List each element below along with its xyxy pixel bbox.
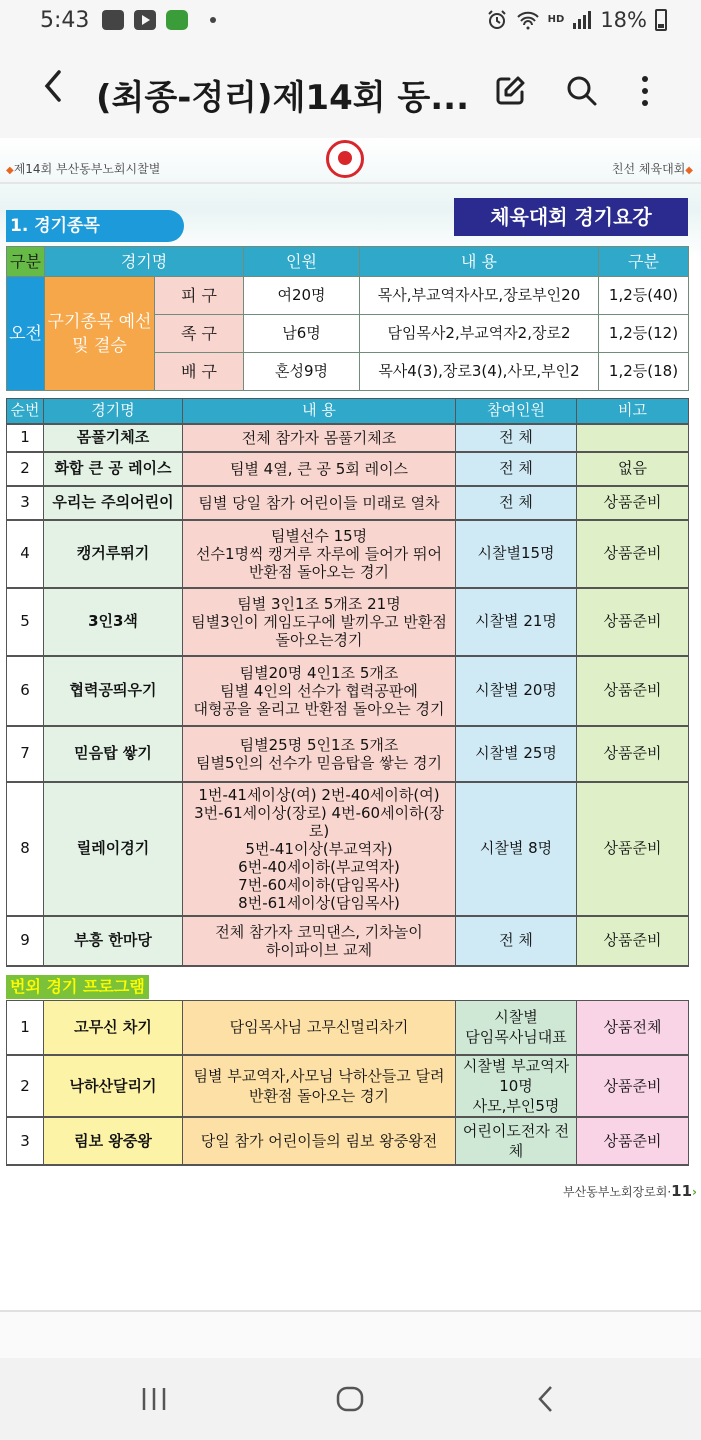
section-title: 1. 경기종목 bbox=[6, 210, 184, 242]
chevron-left-icon bbox=[39, 66, 69, 106]
page-number: 11 bbox=[671, 1182, 693, 1200]
category-cell: 구기종목 예선 및 결승 bbox=[45, 277, 155, 391]
event-content-line: 하이파이브 교제 bbox=[265, 940, 373, 959]
participants-line: 시찰별 20명 bbox=[475, 681, 557, 699]
column-header: 순번 bbox=[7, 399, 44, 424]
header-divider bbox=[0, 182, 701, 184]
event-content-line: 7번-60세이하(담임목사) bbox=[238, 875, 400, 894]
people-cell: 남6명 bbox=[244, 315, 360, 353]
event-name: 몸풀기체조 bbox=[44, 424, 183, 452]
remark: 상품준비 bbox=[577, 1117, 689, 1165]
table-row bbox=[7, 782, 689, 916]
event-content bbox=[183, 1117, 456, 1165]
event-content-line: 전체 참가자 코믹댄스, 기차놀이 bbox=[215, 922, 423, 941]
column-header: 내 용 bbox=[183, 399, 456, 424]
event-content bbox=[183, 424, 456, 452]
document-page[interactable] bbox=[0, 138, 701, 1310]
recent-apps-icon bbox=[140, 1386, 168, 1412]
event-content bbox=[183, 452, 456, 486]
event-content-line: 8번-61세이상(담임목사) bbox=[238, 893, 400, 912]
search-button[interactable] bbox=[559, 68, 605, 114]
participants-line: 전 체 bbox=[499, 493, 533, 511]
table-row bbox=[7, 486, 689, 520]
edit-button[interactable] bbox=[487, 68, 533, 114]
page-header-left: ◆제14회 부산동부노회시찰별 bbox=[6, 162, 161, 176]
page-footer: 부산동부노회장로회·11› bbox=[563, 1182, 697, 1200]
grade-cell: 1,2등(18) bbox=[599, 353, 689, 391]
participants bbox=[456, 1055, 577, 1117]
event-content bbox=[183, 782, 456, 916]
event-content bbox=[183, 486, 456, 520]
event-content bbox=[183, 656, 456, 726]
column-header: 경기명 bbox=[44, 399, 183, 424]
extra-events-table bbox=[6, 1000, 689, 1166]
navigation-bar bbox=[0, 1358, 701, 1440]
event-content bbox=[183, 916, 456, 966]
column-header: 내 용 bbox=[360, 247, 599, 277]
event-content-line: 6번-40세이하(부교역자) bbox=[238, 857, 400, 876]
event-content-line: 선수1명씩 캥거루 자루에 들어가 뛰어 bbox=[196, 544, 442, 563]
back-button[interactable] bbox=[30, 66, 78, 114]
event-name: 믿음탑 쌓기 bbox=[44, 726, 183, 782]
table-row bbox=[7, 1001, 689, 1055]
participants bbox=[456, 486, 577, 520]
church-logo bbox=[326, 140, 364, 178]
row-number: 8 bbox=[7, 782, 44, 916]
participants-line: 전 체 bbox=[499, 428, 533, 446]
home-button[interactable] bbox=[320, 1378, 380, 1420]
grade-cell: 1,2등(12) bbox=[599, 315, 689, 353]
row-number: 1 bbox=[7, 424, 44, 452]
remark: 상품준비 bbox=[577, 588, 689, 656]
wifi-icon bbox=[516, 10, 540, 30]
gallery-icon bbox=[102, 10, 124, 30]
sport-name: 피 구 bbox=[155, 277, 244, 315]
ball-games-table bbox=[6, 246, 689, 391]
event-content bbox=[183, 726, 456, 782]
participants bbox=[456, 588, 577, 656]
table-row bbox=[7, 656, 689, 726]
participants bbox=[456, 1001, 577, 1055]
system-back-button[interactable] bbox=[516, 1378, 576, 1420]
participants bbox=[456, 452, 577, 486]
row-number: 5 bbox=[7, 588, 44, 656]
column-header: 인원 bbox=[244, 247, 360, 277]
remark: 상품준비 bbox=[577, 486, 689, 520]
document-title: (최종-정리)제14회 동... bbox=[96, 78, 469, 118]
notification-icons bbox=[102, 10, 216, 30]
recent-apps-button[interactable] bbox=[124, 1378, 184, 1420]
event-content-line: 팀별25명 5인1조 5개조 bbox=[239, 735, 399, 754]
column-header: 비고 bbox=[577, 399, 689, 424]
remark: 상품준비 bbox=[577, 656, 689, 726]
event-content-line: 팀별20명 4인1조 5개조 bbox=[239, 663, 399, 682]
event-content-line: 반환점 돌아오는 경기 bbox=[249, 562, 389, 581]
column-header: 구분 bbox=[599, 247, 689, 277]
column-header: 구분 bbox=[7, 247, 45, 277]
event-name: 우리는 주의어린이 bbox=[44, 486, 183, 520]
event-name: 림보 왕중왕 bbox=[44, 1117, 183, 1165]
event-content-line: 1번-41세이상(여) 2번-40세이하(여) bbox=[198, 785, 440, 804]
sport-name: 족 구 bbox=[155, 315, 244, 353]
row-number: 1 bbox=[7, 1001, 44, 1055]
participants-line: 전 체 bbox=[499, 931, 533, 949]
event-content-line: 전체 참가자 몸풀기체조 bbox=[241, 428, 397, 447]
event-content-line: 팀별 4열, 큰 공 5회 레이스 bbox=[229, 459, 409, 478]
event-content bbox=[183, 1055, 456, 1117]
back-arrow-icon bbox=[536, 1384, 556, 1414]
row-number: 9 bbox=[7, 916, 44, 966]
event-name: 화합 큰 공 레이스 bbox=[44, 452, 183, 486]
remark: 상품준비 bbox=[577, 916, 689, 966]
event-content-line: 팀별 3인1조 5개조 21명 bbox=[237, 594, 401, 613]
row-number: 3 bbox=[7, 1117, 44, 1165]
table-row bbox=[7, 1055, 689, 1117]
participants bbox=[456, 726, 577, 782]
event-content-line: 팀별3인이 게임도구에 발끼우고 반환점 bbox=[191, 612, 447, 631]
event-content-line: 5번-41이상(부교역자) bbox=[245, 839, 393, 858]
system-icons bbox=[486, 8, 667, 32]
people-cell: 여20명 bbox=[244, 277, 360, 315]
row-number: 3 bbox=[7, 486, 44, 520]
participants bbox=[456, 656, 577, 726]
remark: 없음 bbox=[577, 452, 689, 486]
participants-line: 사모,부인5명 bbox=[472, 1096, 560, 1115]
event-content-line: 팀별 당일 참가 어린이들 미래로 열차 bbox=[198, 493, 440, 512]
participants bbox=[456, 424, 577, 452]
battery-icon bbox=[655, 9, 667, 31]
participants bbox=[456, 782, 577, 916]
participants bbox=[456, 1117, 577, 1165]
remark: 상품전체 bbox=[577, 1001, 689, 1055]
event-content bbox=[183, 588, 456, 656]
more-options-button[interactable] bbox=[622, 68, 668, 114]
search-icon bbox=[566, 75, 598, 107]
participants-line: 시찰별15명 bbox=[477, 544, 555, 562]
alarm-icon bbox=[486, 9, 508, 31]
remark: 상품준비 bbox=[577, 726, 689, 782]
edit-icon bbox=[493, 74, 527, 108]
more-notifications-dot bbox=[210, 17, 216, 23]
event-name: 고무신 차기 bbox=[44, 1001, 183, 1055]
grade-cell: 1,2등(40) bbox=[599, 277, 689, 315]
event-content-line: 담임목사님 고무신멀리차기 bbox=[229, 1018, 409, 1037]
table-row bbox=[7, 726, 689, 782]
event-content bbox=[183, 1001, 456, 1055]
column-header: 경기명 bbox=[45, 247, 244, 277]
event-content-line: 반환점 돌아오는 경기 bbox=[249, 1086, 389, 1105]
table-row bbox=[7, 452, 689, 486]
sport-name: 배 구 bbox=[155, 353, 244, 391]
event-content-line: 3번-61세이상(장로) 4번-60세이하(장로) bbox=[194, 803, 444, 840]
table-row bbox=[7, 588, 689, 656]
table-row bbox=[7, 916, 689, 966]
participants-line: 어린이도전자 전체 bbox=[462, 1121, 570, 1160]
status-bar bbox=[0, 0, 701, 44]
event-content-line: 대형공을 올리고 반환점 돌아오는 경기 bbox=[193, 699, 445, 718]
remark: 상품준비 bbox=[577, 520, 689, 588]
event-content-line: 돌아오는경기 bbox=[275, 630, 363, 649]
event-content bbox=[183, 520, 456, 588]
participants-line: 담임목사님대표 bbox=[465, 1028, 567, 1047]
row-number: 2 bbox=[7, 452, 44, 486]
page-header-right: 친선 체육대회◆ bbox=[611, 162, 693, 176]
battery-percent: 18% bbox=[600, 8, 647, 32]
event-name: 부흥 한마당 bbox=[44, 916, 183, 966]
row-number: 4 bbox=[7, 520, 44, 588]
event-content-line: 당일 참가 어린이들의 림보 왕중왕전 bbox=[200, 1131, 438, 1150]
remark: 상품준비 bbox=[577, 1055, 689, 1117]
table-row bbox=[7, 520, 689, 588]
participants-line: 시찰별 bbox=[494, 1008, 538, 1027]
row-number: 2 bbox=[7, 1055, 44, 1117]
participants-line: 전 체 bbox=[499, 459, 533, 477]
next-page-area bbox=[0, 1312, 701, 1358]
participants-line: 시찰별 부교역자10명 bbox=[462, 1056, 570, 1095]
hd-voice-label: HD bbox=[547, 14, 565, 25]
event-content-line: 팀별5인의 선수가 믿음탑을 쌓는 경기 bbox=[196, 753, 442, 772]
row-number: 6 bbox=[7, 656, 44, 726]
home-icon bbox=[335, 1385, 365, 1413]
remark bbox=[577, 424, 689, 452]
event-name: 낙하산달리기 bbox=[44, 1055, 183, 1117]
event-content-line: 팀별선수 15명 bbox=[270, 526, 368, 545]
session-cell: 오전 bbox=[7, 277, 45, 391]
event-name: 협력공띄우기 bbox=[44, 656, 183, 726]
event-content-line: 팀별 부교역자,사모님 낙하산들고 달려 bbox=[193, 1066, 445, 1085]
remark: 상품준비 bbox=[577, 782, 689, 916]
content-cell: 목사,부교역자사모,장로부인20 bbox=[360, 277, 599, 315]
youtube-icon bbox=[134, 10, 156, 30]
participants-line: 시찰별 25명 bbox=[475, 744, 557, 762]
event-content-line: 팀별 4인의 선수가 협력공판에 bbox=[220, 681, 418, 700]
extra-program-title: 번외 경기 프로그램 bbox=[6, 975, 149, 999]
row-number: 7 bbox=[7, 726, 44, 782]
people-cell: 혼성9명 bbox=[244, 353, 360, 391]
app-bar bbox=[0, 44, 701, 138]
event-name: 캥거루뛰기 bbox=[44, 520, 183, 588]
table-row bbox=[7, 424, 689, 452]
participants-line: 시찰별 21명 bbox=[475, 612, 557, 630]
events-table bbox=[6, 398, 689, 967]
participants bbox=[456, 916, 577, 966]
column-header: 참여인원 bbox=[456, 399, 577, 424]
more-vertical-icon bbox=[639, 74, 651, 108]
content-cell: 담임목사2,부교역자2,장로2 bbox=[360, 315, 599, 353]
table-row bbox=[7, 1117, 689, 1165]
participants bbox=[456, 520, 577, 588]
content-cell: 목사4(3),장로3(4),사모,부인2 bbox=[360, 353, 599, 391]
app-notification-icon bbox=[166, 10, 188, 30]
event-name: 3인3색 bbox=[44, 588, 183, 656]
headline-banner: 체육대회 경기요강 bbox=[454, 198, 688, 236]
participants-line: 시찰별 8명 bbox=[479, 839, 553, 857]
clock: 5:43 bbox=[40, 8, 90, 33]
signal-icon bbox=[572, 10, 592, 30]
event-name: 릴레이경기 bbox=[44, 782, 183, 916]
